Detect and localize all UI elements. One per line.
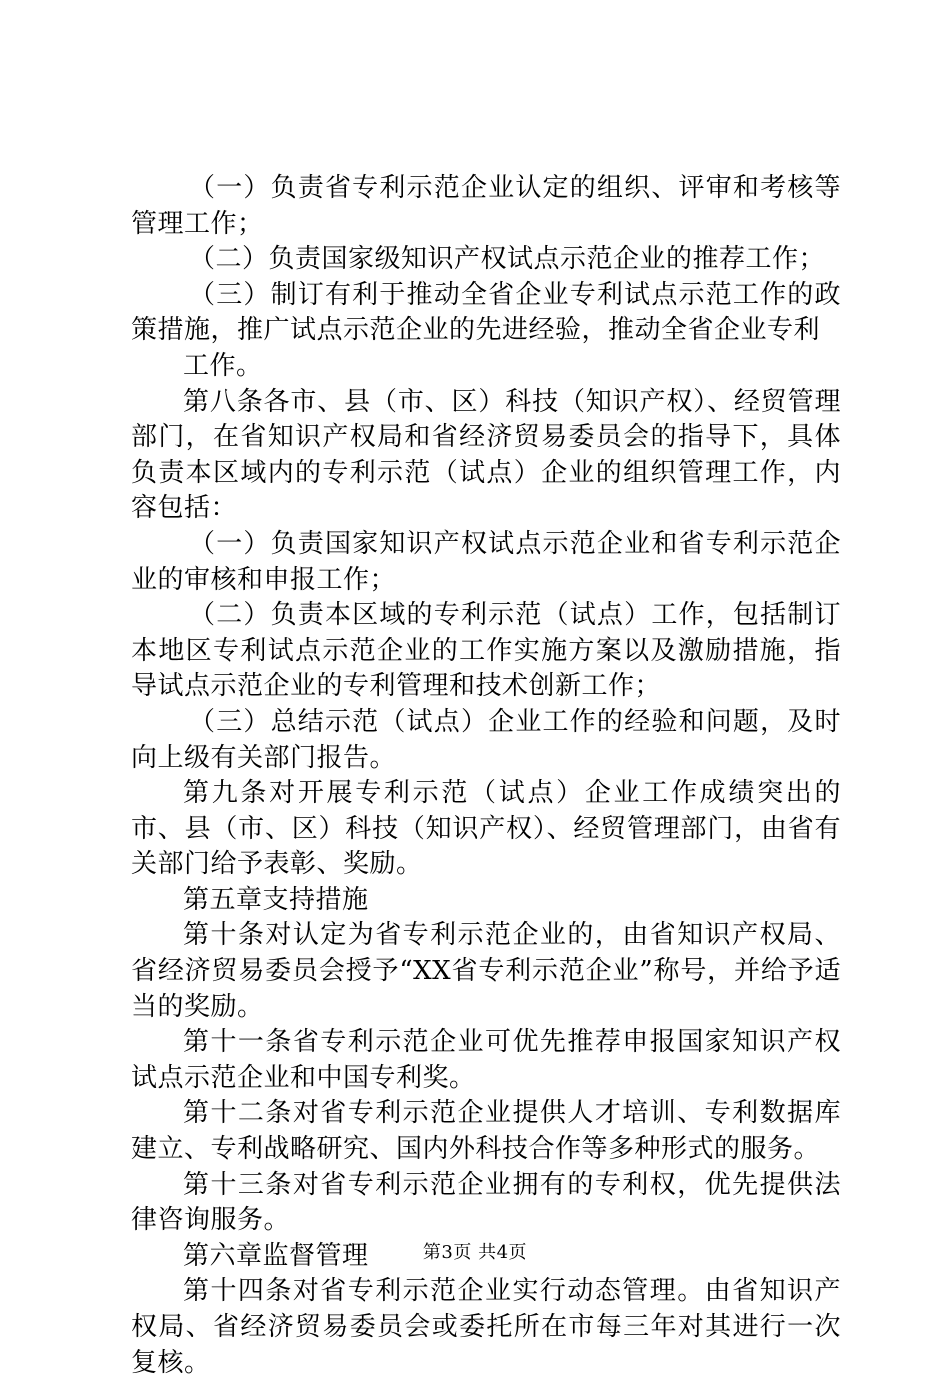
paragraph-4: 工作。 — [183, 350, 263, 381]
paragraph-12: 第十二条对省专利示范企业提供人才培训、专利数据库建立、专利战略研究、国内外科技合作等多种形式的服务。 — [131, 1098, 841, 1165]
page-number-footer: 第3页 共4页 — [422, 1242, 528, 1263]
chapter-heading-5: 第五章支持措施 — [183, 884, 369, 915]
paragraph-10: 第十条对认定为省专利示范企业的，由省知识产权局、省经济贸易委员会授予“XX省专利示范企业”称号，并给予适当的奖励。 — [131, 920, 841, 1022]
paragraph-13: 第十三条对省专利示范企业拥有的专利权，优先提供法律咨询服务。 — [131, 1169, 841, 1236]
paragraph-2: （二）负责国家级知识产权试点示范企业的推荐工作； — [189, 244, 826, 275]
paragraph-1: （一）负责省专利示范企业认定的组织、评审和考核等管理工作； — [131, 173, 841, 239]
paragraph-3: （三）制订有利于推动全省企业专利试点示范工作的政策措施，推广试点示范企业的先进经验，推动全省企业专利 — [131, 279, 841, 346]
paragraph-6: （一）负责国家知识产权试点示范企业和省专利示范企业的审核和申报工作； — [131, 528, 841, 595]
paragraph-8: （三）总结示范（试点）企业工作的经验和问题，及时向上级有关部门报告。 — [131, 706, 841, 773]
paragraph-9: 第九条对开展专利示范（试点）企业工作成绩突出的市、县（市、区）科技（知识产权）、经贸管理部门，由省有关部门给予表彰、奖励。 — [131, 778, 841, 880]
paragraph-5: 第八条各市、县（市、区）科技（知识产权）、经贸管理部门，在省知识产权局和省经济贸易委员会的指导下，具体负责本区域内的专利示范（试点）企业的组织管理工作，内容包括： — [131, 386, 841, 524]
paragraph-14: 第十四条对省专利示范企业实行动态管理。由省知识产权局、省经济贸易委员会或委托所在市每三年对其进行一次复核。 — [131, 1276, 841, 1378]
paragraph-11: 第十一条省专利示范企业可优先推荐申报国家知识产权试点示范企业和中国专利奖。 — [131, 1027, 841, 1093]
chapter-heading-6: 第六章监督管理 — [183, 1240, 369, 1271]
paragraph-7: （二）负责本区域的专利示范（试点）工作，包括制订本地区专利试点示范企业的工作实施方案以及激励措施，指导试点示范企业的专利管理和技术创新工作； — [131, 600, 841, 702]
document-body — [131, 171, 841, 1381]
